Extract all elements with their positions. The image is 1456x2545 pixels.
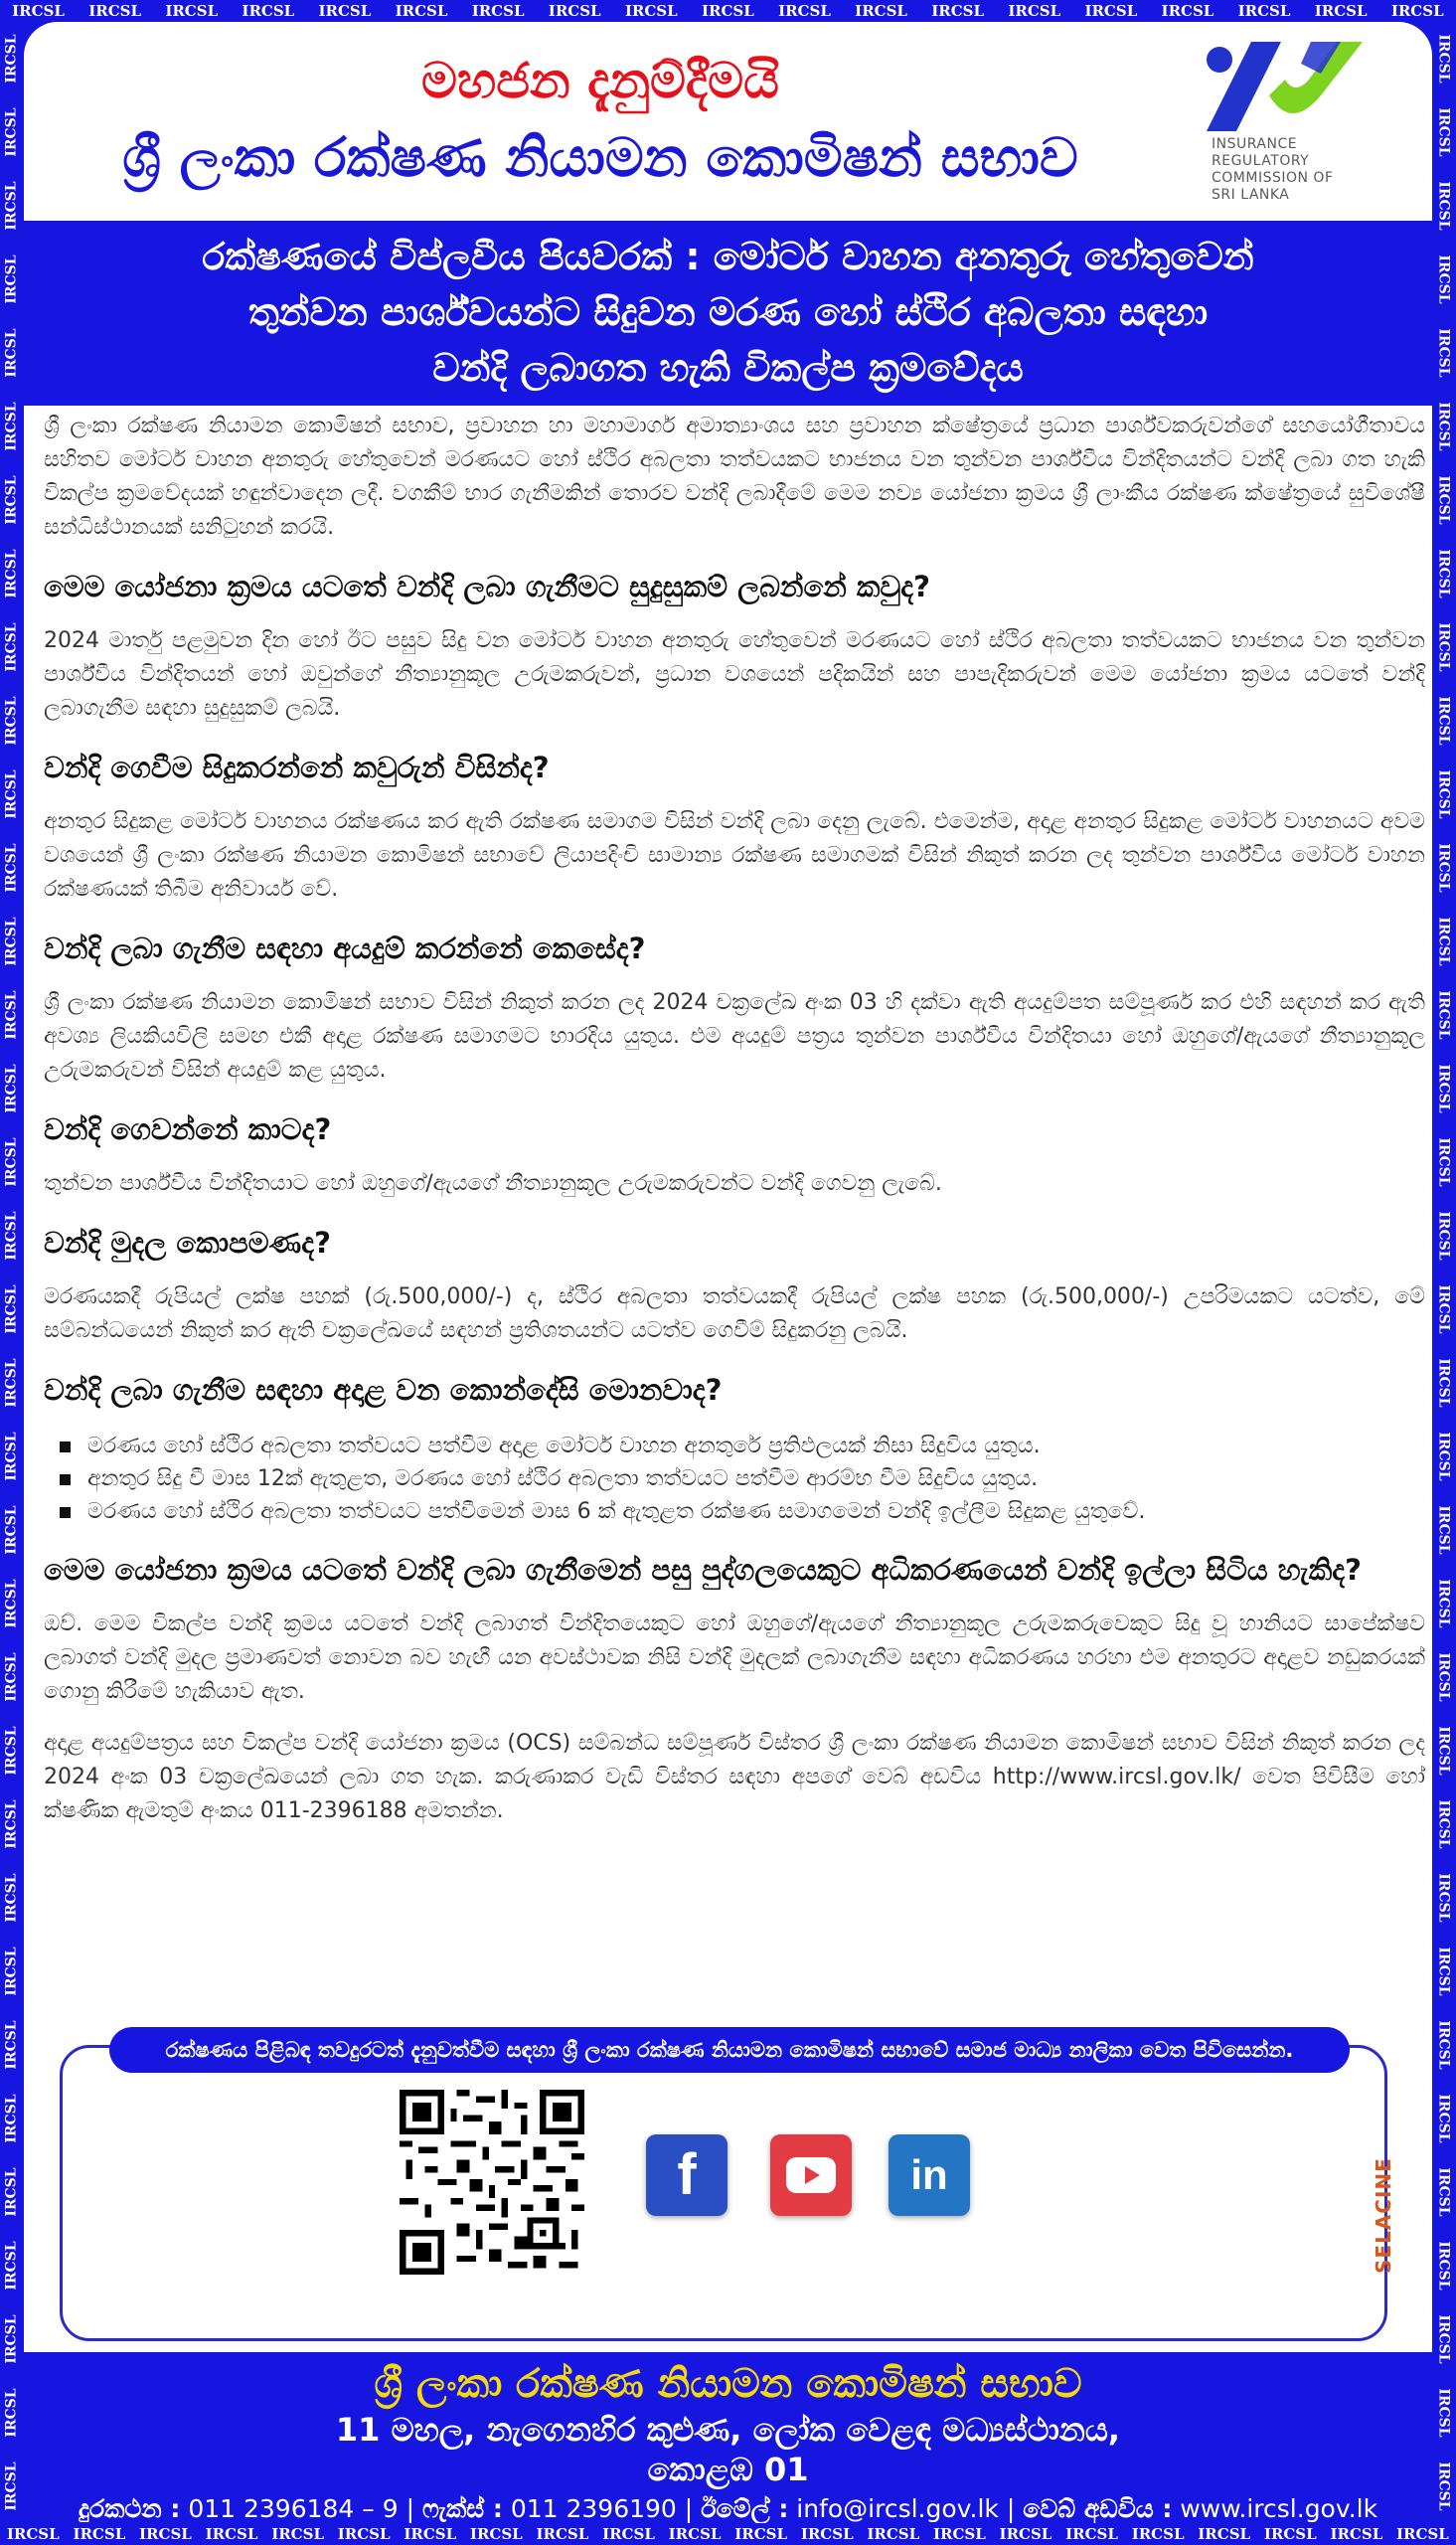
frame-label: IRCSL <box>1436 1505 1452 1555</box>
frame-label: IRCSL <box>1436 2167 1452 2217</box>
social-media-banner: රක්ෂණය පිළිබඳ තවදුරටත් දැනුවත්වීම සඳහා ශ්‍රී ලංකා රක්ෂණ නියාමන කොමිෂන් සභාවේ සමාජ මාධ්‍ය නාලිකා වෙත පිවිසෙන්න. <box>109 2027 1350 2073</box>
frame-label: IRCSL <box>4 769 20 819</box>
frame-label: IRCSL <box>800 2525 854 2543</box>
phone-label: දුරකථන : <box>78 2494 181 2523</box>
answer-paragraph: ඔව්. මෙම විකල්ප වන්දි ක්‍රමය යටතේ වන්දි ලබාගත් වින්දිතයෙකුට හෝ ඔහුගේ/ඇයගේ නීත්‍යානුකූල උරුමකරුවෙකුට සිදු වූ හානියට සාපේක්ෂව ලබාගත් වන්දි මුදල ප්‍රමාණවත් නොවන බව හැඟී යන අවස්ථාවක නිසි වන්දි මුදලක් ලබාගැනීම සඳහා අධිකරණය හරහා එම අනතුරට අදාළව නඩුකරයක් ගොනු කිරීමේ හැකියාව ඇත. <box>44 1612 1425 1704</box>
frame-label: IRCSL <box>1131 2525 1185 2543</box>
frame-bottom-border <box>0 2523 1456 2545</box>
frame-label: IRCSL <box>1436 475 1452 525</box>
frame-label: IRCSL <box>1436 990 1452 1040</box>
frame-label: IRCSL <box>404 2525 457 2543</box>
notice-page <box>24 22 1432 2523</box>
frame-label: IRCSL <box>778 2 831 20</box>
frame-label: IRCSL <box>1436 2314 1452 2364</box>
frame-label: IRCSL <box>734 2525 788 2543</box>
frame-label: IRCSL <box>4 1432 20 1481</box>
question-heading: මෙම යෝජනා ක්‍රමය යටතේ වන්දි ලබා ගැනීමට සුදුසුකම් ලබන්නේ කවුද? <box>44 570 930 603</box>
answer-paragraph: තුන්වන පාර්ශ්වීය වින්දිතයාට හෝ ඔහුගේ/ඇයගේ නීත්‍යානුකූල උරුමකරුවන්ට වන්දි ගෙවනු ලැබේ. <box>44 1171 942 1196</box>
frame-label: IRCSL <box>4 549 20 598</box>
frame-label: IRCSL <box>1436 1726 1452 1776</box>
frame-label: IRCSL <box>4 1652 20 1702</box>
frame-label: IRCSL <box>4 2388 20 2438</box>
answer-paragraph: ශ්‍රී ලංකා රක්ෂණ නියාමන කොමිෂන් සභාව විසින් නිකුත් කරන ලද 2024 චක්‍රලේඛ අංක 03 හි දක්වා ඇති අයදුම්පත සම්පූර්ණ කර එහි සඳහන් කර ඇති අවශ්‍ය ලියකියවිලි සමඟ එකී අදාළ රක්ෂණ සමාගමට භාරදිය යුතුය. එම අයදුම් පත්‍රය තුන්වන පාර්ශ්වීය වින්දිතයා හෝ ඔහුගේ/ඇයගේ නීත්‍යානුකූල උරුමකරුවන් විසින් අයදුම් කළ යුතුය. <box>44 990 1425 1083</box>
frame-label: IRCSL <box>1436 402 1452 451</box>
question-heading: වන්දි ලබා ගැනීම සඳහා අයදුම් කරන්නේ කෙසේද? <box>44 932 646 965</box>
frame-label: IRCSL <box>4 1726 20 1776</box>
frame-right-border <box>1432 22 1456 2523</box>
fax-label: ෆැක්ස් : <box>421 2494 503 2523</box>
list-item: මරණය හෝ ස්ථිර අබලතා තත්වයට පත්වීම අදාළ මෝටර් වාහන අනතුරේ ප්‍රතිඵලයක් නිසා සිදුවිය යුතුය. <box>60 1430 1425 1462</box>
frame-label: IRCSL <box>271 2525 324 2543</box>
youtube-button[interactable] <box>770 2134 852 2216</box>
frame-label: IRCSL <box>1436 107 1452 157</box>
frame-label: IRCSL <box>1436 2094 1452 2143</box>
frame-label: IRCSL <box>931 2 985 20</box>
logo-caption-line: REGULATORY <box>1212 153 1310 169</box>
email-label: ඊමේල් : <box>701 2494 789 2523</box>
qr-code-icon[interactable] <box>400 2090 584 2275</box>
frame-label: IRCSL <box>4 1873 20 1923</box>
frame-label: IRCSL <box>4 181 20 231</box>
agency-credit: SELACINE <box>1372 2157 1395 2274</box>
question-heading: වන්දි ගෙවන්නේ කාටද? <box>44 1112 332 1146</box>
facebook-button[interactable] <box>646 2134 728 2216</box>
footer-address-line: කොළඹ 01 <box>647 2451 809 2488</box>
footer-commission-name: ශ්‍රී ලංකා රක්ෂණ නියාමන කොමිෂන් සභාව <box>374 2361 1082 2407</box>
fax-number: 011 2396190 <box>510 2494 677 2523</box>
frame-label: IRCSL <box>4 1799 20 1849</box>
frame-label: IRCSL <box>4 328 20 378</box>
commission-name-heading: ශ්‍රී ලංකා රක්ෂණ නියාමන කොමිෂන් සභාව <box>122 126 1078 189</box>
frame-label: IRCSL <box>1065 2525 1118 2543</box>
frame-label: IRCSL <box>4 2314 20 2364</box>
frame-label: IRCSL <box>4 1358 20 1408</box>
frame-label: IRCSL <box>701 2 754 20</box>
frame-label: IRCSL <box>1436 696 1452 746</box>
frame-label: IRCSL <box>999 2525 1052 2543</box>
logo-caption-line: COMMISSION OF <box>1212 170 1334 186</box>
frame-label: IRCSL <box>469 2525 523 2543</box>
phone-number[interactable]: 011 2396184 – 9 <box>188 2494 399 2523</box>
frame-label: IRCSL <box>4 917 20 966</box>
frame-label: IRCSL <box>1084 2 1138 20</box>
frame-label: IRCSL <box>4 1284 20 1334</box>
facebook-icon: f <box>677 2142 697 2207</box>
frame-label: IRCSL <box>1436 843 1452 893</box>
frame-label: IRCSL <box>867 2525 920 2543</box>
separator: | <box>405 2494 415 2523</box>
frame-label: IRCSL <box>1008 2 1061 20</box>
frame-label: IRCSL <box>1436 622 1452 672</box>
more-info-paragraph: අදාළ අයදුම්පත්‍රය සහ විකල්ප වන්දි යෝජනා ක්‍රමය (OCS) සම්බන්ධ සම්පූර්ණ විස්තර ශ්‍රී ලංකා රක්ෂණ නියාමන කොමිෂන් සභාව විසින් නිකුත් කරන ලද 2024 අංක 03 චක්‍රලේඛයෙන් ලබා ගත හැක. කරුණාකර වැඩි විස්තර සඳහා අපගේ වෙබ් අඩවිය http://www.ircsl.gov.lk/ වෙත පිවිසීම හෝ ක්ෂණික ඇමතුම් අංකය 011-2396188 අමතන්න. <box>44 1731 1425 1823</box>
list-item: මරණය හෝ ස්ථිර අබලතා තත්වයට පත්වීමෙන් මාස 6 ක් ඇතුළත රක්ෂණ සමාගමෙන් වන්දි ඉල්ලීම සිදුකළ යුතුවේ. <box>60 1495 1425 1528</box>
frame-label: IRCSL <box>624 2 678 20</box>
frame-label: IRCSL <box>1436 1432 1452 1481</box>
frame-label: IRCSL <box>4 990 20 1040</box>
footer <box>24 2352 1432 2523</box>
question-heading: මෙම යෝජනා ක්‍රමය යටතේ වන්දි ලබා ගැනීමෙන් පසු පුද්ගලයෙකුට අධිකරණයෙන් වන්දි ඉල්ලා සිටිය හැකිද? <box>44 1553 1362 1587</box>
frame-label: IRCSL <box>1436 1137 1452 1187</box>
logo-caption-line: SRI LANKA <box>1212 187 1290 203</box>
frame-label: IRCSL <box>4 34 20 84</box>
frame-label: IRCSL <box>471 2 525 20</box>
frame-label: IRCSL <box>1396 2525 1449 2543</box>
frame-label: IRCSL <box>1436 1211 1452 1261</box>
frame-label: IRCSL <box>4 254 20 304</box>
frame-label: IRCSL <box>4 696 20 746</box>
frame-label: IRCSL <box>548 2 601 20</box>
frame-label: IRCSL <box>4 1505 20 1555</box>
answer-paragraph: 2024 මාර්තු පළමුවන දින හෝ ඊට පසුව සිදු වන මෝටර් වාහන අනතුරු හේතුවෙන් මරණයට හෝ ස්ථිර අබලතා තත්වයකට භාජනය වන තුන්වන පාර්ශ්වීය වින්දිතයන් හෝ ඔවුන්ගේ නීත්‍යානුකූල උරුමකරුවන්, ප්‍රධාන වශයෙන් පදිකයින් සහ පාපැදිකරුවන් මෙම යෝජනා ක්‍රමය යටතේ වන්දි ලබාගැනීම සඳහා සුදුසුකම් ලබයි. <box>44 628 1425 721</box>
linkedin-icon: in <box>910 2151 948 2198</box>
question-heading: වන්දි ගෙවීම සිදුකරන්නේ කවුරුන් විසින්ද? <box>44 751 550 784</box>
frame-label: IRCSL <box>1436 549 1452 598</box>
frame-label: IRCSL <box>1436 1064 1452 1113</box>
linkedin-button[interactable] <box>889 2134 970 2216</box>
frame-label: IRCSL <box>4 402 20 451</box>
answer-paragraph: මරණයකදී රුපියල් ලක්ෂ පහක් (රු.500,000/-) ද, ස්ථිර අබලතා තත්වයකදී රුපියල් ලක්ෂ පහක (රු.500,000/-) උපරිමයකට යටත්ව, මේ සම්බන්ධයෙන් නිකුත් කර ඇති චක්‍රලේඛයේ සඳහන් ප්‍රතිශතයන්ට යටත්ව ගෙවීම් සිදුකරනු ලබයි. <box>44 1284 1425 1343</box>
frame-label: IRCSL <box>1436 328 1452 378</box>
title-line: තුන්වන පාර්ශ්වයන්ට සිදුවන මරණ හෝ ස්ථිර අබලතා සඳහා <box>247 290 1209 334</box>
frame-label: IRCSL <box>88 2 142 20</box>
frame-label: IRCSL <box>1436 1873 1452 1923</box>
frame-label: IRCSL <box>1436 1579 1452 1628</box>
frame-label: IRCSL <box>4 107 20 157</box>
frame-label: IRCSL <box>165 2 219 20</box>
youtube-icon <box>786 2157 836 2193</box>
frame-label: IRCSL <box>668 2525 722 2543</box>
conditions-list <box>44 1430 1425 1528</box>
answer-paragraph: අනතුර සිදුකළ මෝටර් වාහනය රක්ෂණය කර ඇති රක්ෂණ සමාගම විසින් වන්දි ලබා දෙනු ලැබේ. එමෙන්ම, අදාළ අනතුර සිදුකළ මෝටර් වාහනයට අවම වශයෙන් ශ්‍රී ලංකා රක්ෂණ නියාමන කොමිෂන් සභාවේ ලියාපදිංචි සාමාන්‍ය රක්ෂණ සමාගමක් විසින් නිකුත් කරන ලද තුන්වන පාර්ශ්වීය මෝටර් වාහන රක්ෂණයක් තිබීම අනිවාර්ය වේ. <box>44 809 1425 902</box>
logo-caption-line: INSURANCE <box>1212 136 1298 152</box>
frame-label: IRCSL <box>1390 2 1444 20</box>
email-link[interactable]: info@ircsl.gov.lk <box>796 2494 999 2523</box>
frame-label: IRCSL <box>1436 1947 1452 1996</box>
question-heading: වන්දි මුදල කොපමණද? <box>44 1226 331 1260</box>
frame-label: IRCSL <box>1436 254 1452 304</box>
frame-label: IRCSL <box>6 2525 60 2543</box>
frame-label: IRCSL <box>932 2525 986 2543</box>
frame-label: IRCSL <box>12 2 65 20</box>
frame-label: IRCSL <box>4 1137 20 1187</box>
frame-label: IRCSL <box>4 2461 20 2511</box>
frame-label: IRCSL <box>1161 2 1214 20</box>
frame-label: IRCSL <box>1436 2461 1452 2511</box>
frame-label: IRCSL <box>536 2525 589 2543</box>
frame-label: IRCSL <box>318 2 372 20</box>
frame-label: IRCSL <box>1237 2 1291 20</box>
website-label: වෙබ් අඩවිය : <box>1023 2494 1173 2523</box>
question-heading: වන්දි ලබා ගැනීම සඳහා අදාළ වන කොන්දේසි මොනවාද? <box>44 1373 723 1407</box>
footer-address-line: 11 මහල, නැගෙනහිර කුළුණ, ලෝක වෙළඳ මධ්‍යස්ථානය, <box>335 2411 1121 2449</box>
frame-label: IRCSL <box>1436 1358 1452 1408</box>
frame-label: IRCSL <box>1436 917 1452 966</box>
logo-caption <box>1212 136 1334 204</box>
frame-label: IRCSL <box>1436 1652 1452 1702</box>
frame-label: IRCSL <box>1198 2525 1251 2543</box>
frame-top-border <box>0 0 1456 22</box>
frame-label: IRCSL <box>602 2525 655 2543</box>
frame-label: IRCSL <box>73 2525 126 2543</box>
frame-label: IRCSL <box>4 1211 20 1261</box>
masthead <box>24 22 1432 221</box>
frame-label: IRCSL <box>1436 34 1452 84</box>
frame-label: IRCSL <box>855 2 907 20</box>
frame-label: IRCSL <box>4 1064 20 1113</box>
title-band <box>24 221 1432 406</box>
frame-label: IRCSL <box>4 2020 20 2070</box>
frame-label: IRCSL <box>4 2167 20 2217</box>
frame-label: IRCSL <box>4 475 20 525</box>
frame-label: IRCSL <box>395 2 448 20</box>
title-line: රක්ෂණයේ විප්ලවීය පියවරක් : මෝටර් වාහන අනතුරු හේතුවෙන් <box>202 235 1254 278</box>
website-link[interactable]: www.ircsl.gov.lk <box>1180 2494 1378 2523</box>
list-item: අනතුර සිදු වී මාස 12ක් ඇතුළත, මරණය හෝ ස්ථිර අබලතා තත්වයට පත්වීම ආරම්භ වීම සිදුවිය යුතුය. <box>60 1462 1425 1495</box>
frame-label: IRCSL <box>1314 2 1368 20</box>
frame-label: IRCSL <box>1330 2525 1383 2543</box>
frame-label: IRCSL <box>4 1579 20 1628</box>
frame-label: IRCSL <box>4 622 20 672</box>
frame-label: IRCSL <box>139 2525 192 2543</box>
frame-label: IRCSL <box>1436 2020 1452 2070</box>
frame-label: IRCSL <box>205 2525 258 2543</box>
frame-label: IRCSL <box>1436 1799 1452 1849</box>
frame-label: IRCSL <box>1436 769 1452 819</box>
separator: | <box>684 2494 694 2523</box>
notice-body <box>44 410 1425 1828</box>
frame-label: IRCSL <box>4 1947 20 1996</box>
title-line: වන්දි ලබාගත හැකි විකල්ප ක්‍රමවේදය <box>432 346 1024 390</box>
frame-label: IRCSL <box>4 2094 20 2143</box>
frame-label: IRCSL <box>1436 181 1452 231</box>
frame-label: IRCSL <box>337 2525 391 2543</box>
frame-label: IRCSL <box>4 843 20 893</box>
separator: | <box>1006 2494 1016 2523</box>
frame-label: IRCSL <box>1436 2241 1452 2290</box>
frame-left-border <box>0 22 24 2523</box>
frame-label: IRCSL <box>1263 2525 1317 2543</box>
frame-label: IRCSL <box>1436 2388 1452 2438</box>
frame-label: IRCSL <box>4 2241 20 2290</box>
public-notice-heading: මහජන දැනුම්දීමයි <box>420 52 779 109</box>
frame-label: IRCSL <box>242 2 295 20</box>
intro-paragraph: ශ්‍රී ලංකා රක්ෂණ නියාමන කොමිෂන් සභාව, ප්‍රවාහන හා මහාමාර්ග අමාත්‍යාංශය සහ ප්‍රවාහන ක්ෂේත්‍රයේ ප්‍රධාන පාර්ශ්වකරුවන්ගේ සහයෝගීතාවය සහිතව මෝටර් වාහන අනතුරු හේතුවෙන් මරණයට හෝ ස්ථිර අබලතා තත්වයකට භාජනය වන තුන්වන පාර්ශ්වීය වින්දිතයන්ට වන්දි ලබා ගත හැකි විකල්ප ක්‍රමවේදයක් හඳුන්වාදෙන ලදී. වගකීම් භාර ගැනීමකින් තොරව වන්දි ලබාදීමේ මෙම නව්‍ය යෝජනා ක්‍රමය ශ්‍රී ලාංකීය රක්ෂණ ක්ෂේත්‍රයේ සුවිශේෂී සන්ධිස්ථානයක් සනිටුහන් කරයි. <box>44 414 1425 540</box>
frame-label: IRCSL <box>1436 1284 1452 1334</box>
footer-contacts <box>24 2491 1432 2523</box>
